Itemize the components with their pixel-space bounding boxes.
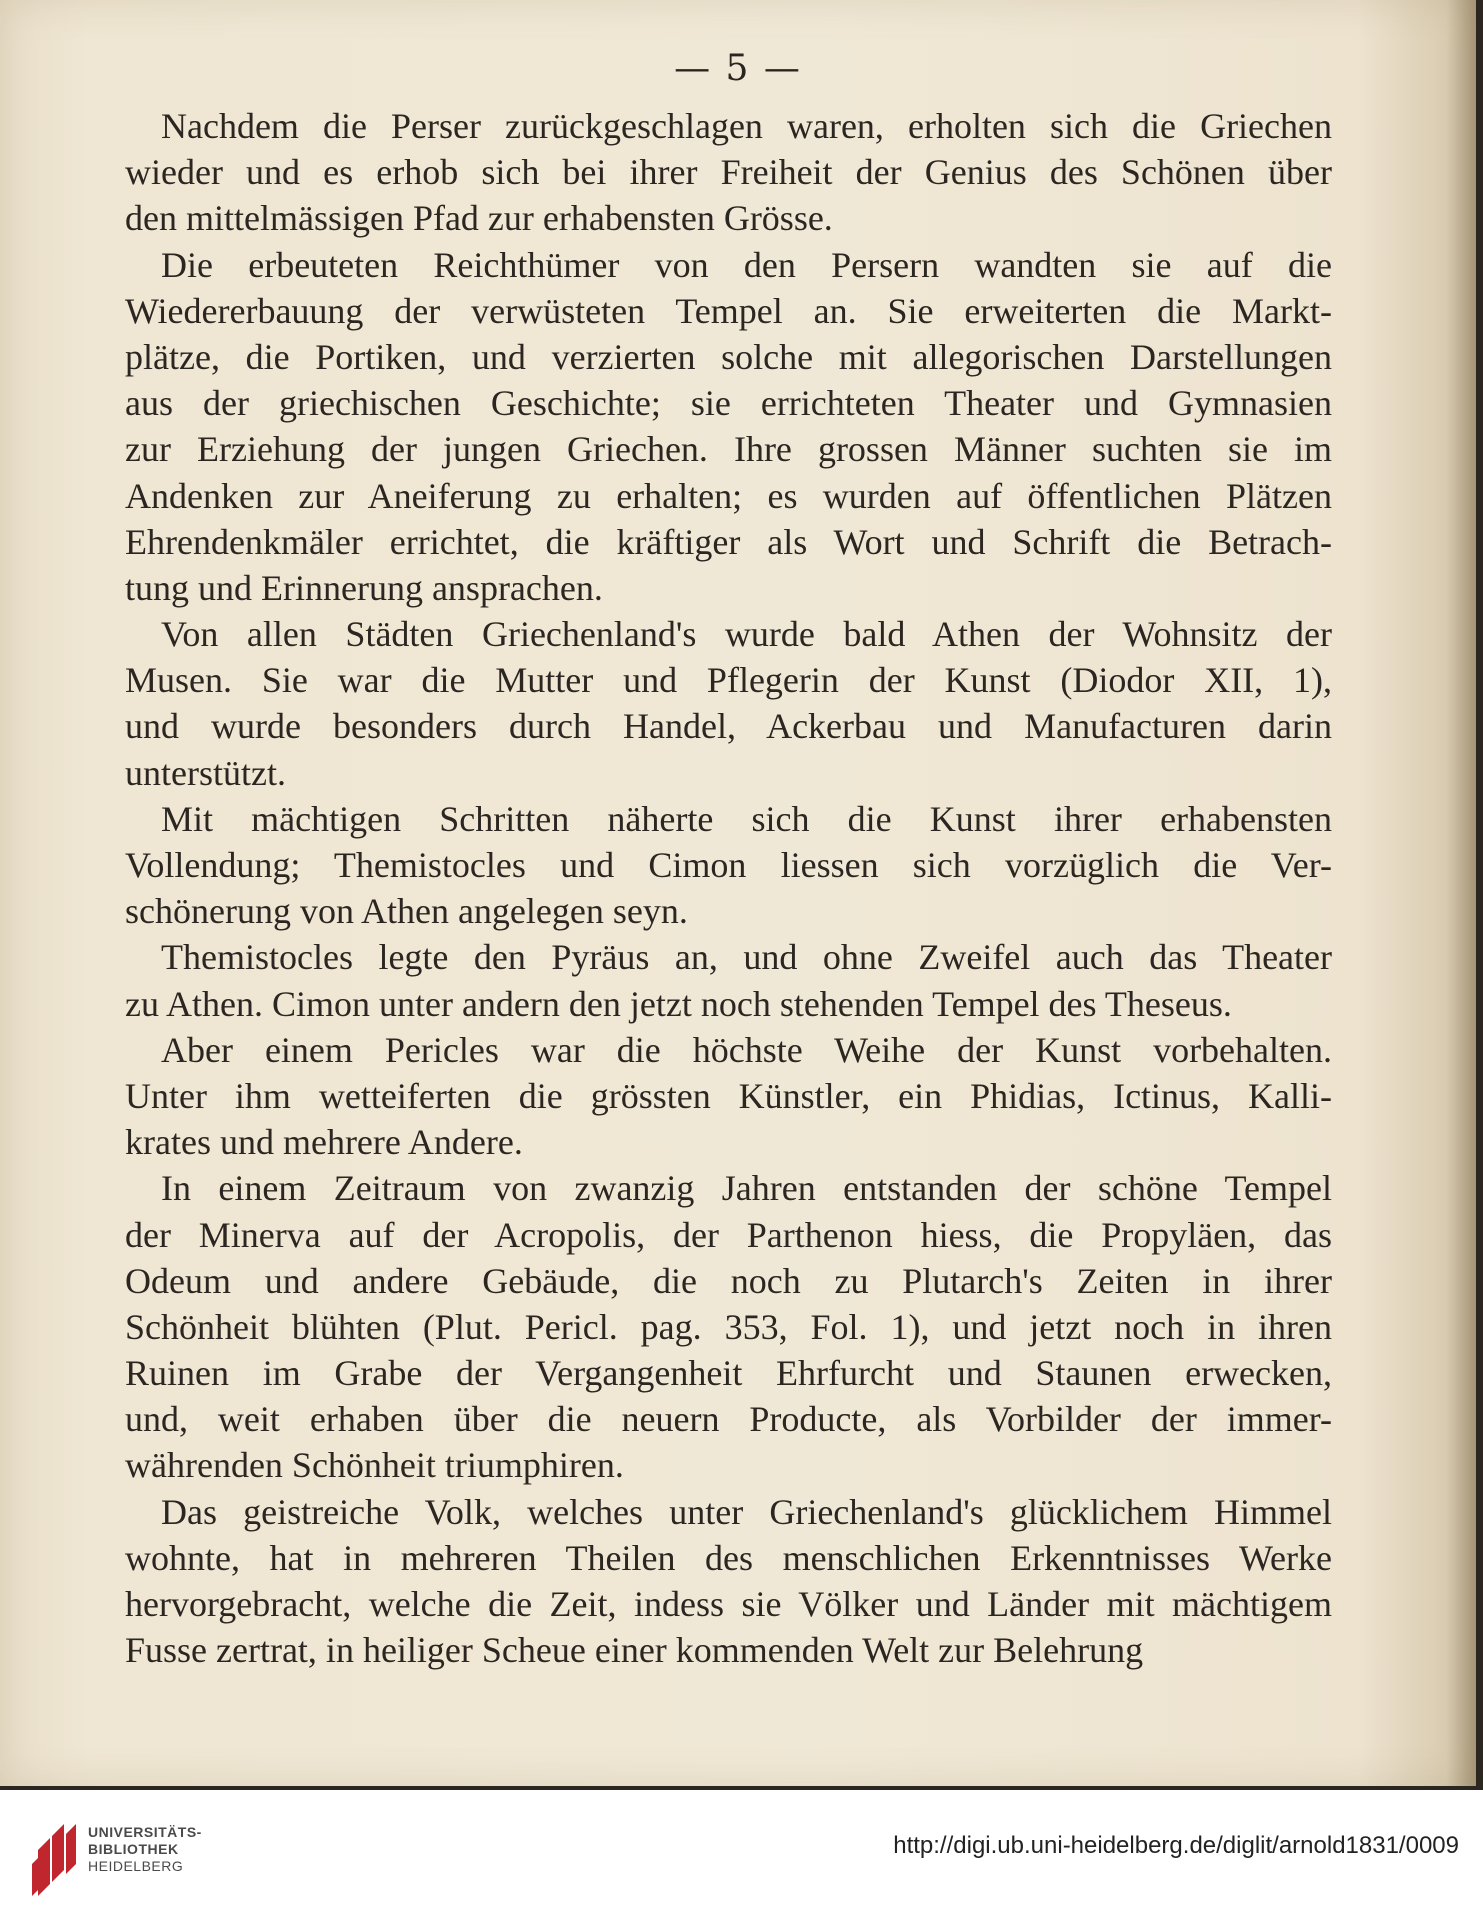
text-line: Vollendung; Themistocles und Cimon liessen sich vorzüglich die Ver- bbox=[125, 845, 1332, 885]
text-line: Mit mächtigen Schritten näherte sich die Kunst ihrer erhabensten bbox=[161, 798, 1332, 839]
paragraph bbox=[125, 1165, 1332, 1488]
text-line: währenden Schönheit triumphiren. bbox=[125, 1445, 624, 1486]
footer-bar bbox=[0, 1790, 1483, 1929]
text-line: Nachdem die Perser zurückgeschlagen waren, erholten sich die Griechen bbox=[161, 106, 1332, 146]
library-name-line1: UNIVERSITÄTS- bbox=[88, 1824, 202, 1840]
text-line: Andenken zur Aneiferung zu erhalten; es wurden auf öffentlichen Plätzen bbox=[125, 475, 1332, 516]
text-line: wieder und es erhob sich bei ihrer Freiheit der Genius des Schönen über bbox=[125, 152, 1332, 193]
text-line: und, weit erhaben über die neuern Producte, als Vorbilder der immer- bbox=[125, 1399, 1332, 1440]
text-line: unterstützt. bbox=[125, 752, 286, 793]
text-line: Musen. Sie war die Mutter und Pflegerin der Kunst (Diodor XII, 1), bbox=[125, 660, 1332, 701]
paragraph bbox=[125, 934, 1332, 1026]
paragraph bbox=[125, 796, 1332, 935]
library-name-line3: HEIDELBERG bbox=[88, 1858, 184, 1874]
text-line: Odeum und andere Gebäude, die noch zu Plutarch's Zeiten in ihrer bbox=[125, 1260, 1332, 1301]
text-line: Wiedererbauung der verwüsteten Tempel an. Sie erweiterten die Markt- bbox=[125, 290, 1332, 331]
text-line: Ruinen im Grabe der Vergangenheit Ehrfurcht und Staunen erwecken, bbox=[125, 1353, 1332, 1394]
library-name bbox=[88, 1824, 202, 1875]
text-line: krates und mehrere Andere. bbox=[125, 1122, 523, 1163]
text-line: tung und Erinnerung ansprachen. bbox=[125, 567, 603, 608]
text-line: schönerung von Athen angelegen seyn. bbox=[125, 891, 688, 932]
paragraph bbox=[125, 103, 1332, 242]
page-number: — 5 — bbox=[674, 48, 802, 89]
text-line: Ehrendenkmäler errichtet, die kräftiger als Wort und Schrift die Betrach- bbox=[125, 521, 1332, 562]
paragraph bbox=[125, 611, 1332, 796]
text-line: wohnte, hat in mehreren Theilen des menschlichen Erkenntnisses Werke bbox=[125, 1537, 1332, 1578]
text-line: Schönheit blühten (Plut. Pericl. pag. 353, Fol. 1), und jetzt noch in ihren bbox=[125, 1306, 1332, 1347]
text-line: den mittelmässigen Pfad zur erhabensten Grösse. bbox=[125, 198, 833, 239]
text-line: Aber einem Pericles war die höchste Weihe der Kunst vorbehalten. bbox=[161, 1029, 1332, 1070]
source-url-link[interactable]: http://digi.ub.uni-heidelberg.de/diglit/arnold1831/0009 bbox=[893, 1832, 1459, 1859]
body-text bbox=[125, 103, 1332, 1673]
text-line: Von allen Städten Griechenland's wurde bald Athen der Wohnsitz der bbox=[161, 614, 1332, 655]
library-name-line2: BIBLIOTHEK bbox=[88, 1841, 179, 1857]
text-line: hervorgebracht, welche die Zeit, indess sie Völker und Länder mit mächtigem bbox=[125, 1584, 1332, 1624]
text-line: zu Athen. Cimon unter andern den jetzt noch stehenden Tempel des Theseus. bbox=[125, 983, 1232, 1024]
text-line: aus der griechischen Geschichte; sie errichteten Theater und Gymnasien bbox=[125, 383, 1332, 424]
text-line: In einem Zeitraum von zwanzig Jahren entstanden der schöne Tempel bbox=[161, 1168, 1332, 1209]
text-line: plätze, die Portiken, und verzierten solche mit allegorischen Darstellungen bbox=[125, 336, 1332, 377]
text-line: Themistocles legte den Pyräus an, und ohne Zweifel auch das Theater bbox=[161, 937, 1332, 978]
paragraph bbox=[125, 1027, 1332, 1166]
library-logo-icon bbox=[30, 1820, 78, 1896]
text-line: Das geistreiche Volk, welches unter Griechenland's glücklichem Himmel bbox=[161, 1491, 1332, 1532]
text-line: Fusse zertrat, in heiliger Scheue einer kommenden Welt zur Belehrung bbox=[125, 1630, 1144, 1671]
text-line: Unter ihm wetteiferten die grössten Künstler, ein Phidias, Ictinus, Kalli- bbox=[125, 1075, 1332, 1116]
text-line: der Minerva auf der Acropolis, der Parthenon hiess, die Propyläen, das bbox=[125, 1214, 1332, 1255]
text-line: Die erbeuteten Reichthümer von den Persern wandten sie auf die bbox=[161, 244, 1332, 285]
paragraph bbox=[125, 242, 1332, 612]
text-line: und wurde besonders durch Handel, Ackerbau und Manufacturen darin bbox=[125, 706, 1332, 747]
paragraph bbox=[125, 1489, 1332, 1674]
text-line: zur Erziehung der jungen Griechen. Ihre grossen Männer suchten sie im bbox=[125, 429, 1332, 470]
